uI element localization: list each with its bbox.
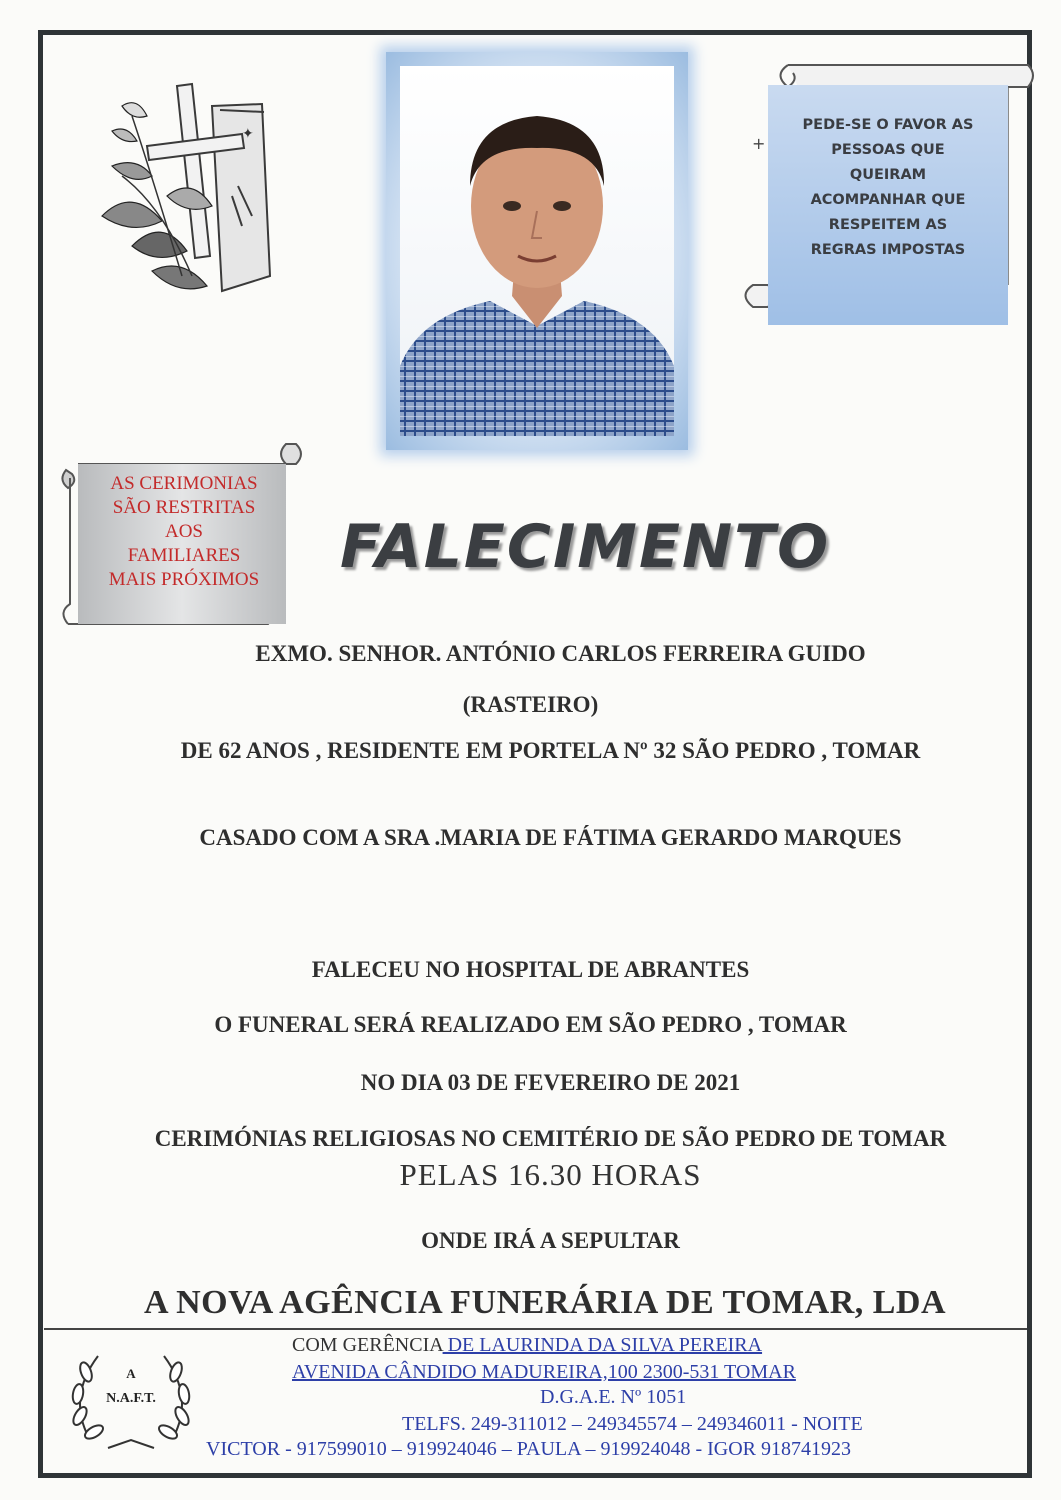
portrait-frame xyxy=(386,52,688,450)
agency-phones: TELFS. 249-311012 – 249345574 – 249346011 - NOITE xyxy=(402,1413,863,1435)
deceased-nickname: (RASTEIRO) xyxy=(462,692,599,717)
plus-mark: + xyxy=(752,134,766,153)
logo-letters-naft: N.A.F.T. xyxy=(106,1391,156,1406)
agency-name: A NOVA AGÊNCIA FUNERÁRIA DE TOMAR, LDA xyxy=(143,1284,947,1321)
page-title: FALECIMENTO xyxy=(340,512,831,582)
agency-address: AVENIDA CÂNDIDO MADUREIRA,100 2300-531 TOMAR xyxy=(292,1361,796,1383)
footer-divider xyxy=(44,1328,1027,1330)
logo-letter-a: A xyxy=(126,1366,136,1381)
ceremony-hours: PELAS 16.30 HORAS xyxy=(399,1157,702,1192)
notice-scroll-left xyxy=(58,442,306,634)
deceased-name: EXMO. SENHOR. ANTÓNIO CARLOS FERREIRA GUIDO xyxy=(255,641,866,666)
ceremonies-line: CERIMÓNIAS RELIGIOSAS NO CEMITÉRIO DE SÃO PEDRO DE TOMAR xyxy=(154,1126,947,1151)
spouse-line: CASADO COM A SRA .MARIA DE FÁTIMA GERARDO MARQUES xyxy=(199,825,902,850)
svg-text:✦: ✦ xyxy=(242,126,254,142)
agency-license: D.G.A.E. Nº 1051 xyxy=(540,1386,687,1408)
management-line xyxy=(292,1334,762,1357)
cross-with-lilies-icon xyxy=(92,76,282,301)
portrait-photo xyxy=(400,66,674,436)
naft-wreath-logo xyxy=(58,1336,204,1460)
scroll-left-text: AS CERIMONIAS SÃO RESTRITAS AOS FAMILIARES MAIS PRÓXIMOS xyxy=(108,473,260,590)
burial-line: ONDE IRÁ A SEPULTAR xyxy=(421,1228,680,1253)
funeral-place: O FUNERAL SERÁ REALIZADO EM SÃO PEDRO , TOMAR xyxy=(214,1012,847,1037)
age-residence: DE 62 ANOS , RESIDENTE EM PORTELA Nº 32 SÃO PEDRO , TOMAR xyxy=(180,738,921,763)
notice-scroll-right xyxy=(738,55,1038,317)
funeral-date: NO DIA 03 DE FEVEREIRO DE 2021 xyxy=(360,1070,741,1095)
death-place: FALECEU NO HOSPITAL DE ABRANTES xyxy=(311,957,750,982)
scroll-right-text: PEDE-SE O FAVOR AS PESSOAS QUE QUEIRAM ACOMPANHAR QUE RESPEITEM AS REGRAS IMPOSTAS xyxy=(802,117,974,258)
management-prefix: COM GERÊNCIA xyxy=(292,1334,443,1356)
portrait-man-icon xyxy=(400,66,674,436)
night-contacts: VICTOR - 917599010 – 919924046 – PAULA – 919924048 - IGOR 918741923 xyxy=(206,1438,852,1460)
manager-name: DE LAURINDA DA SILVA PEREIRA xyxy=(442,1334,763,1356)
